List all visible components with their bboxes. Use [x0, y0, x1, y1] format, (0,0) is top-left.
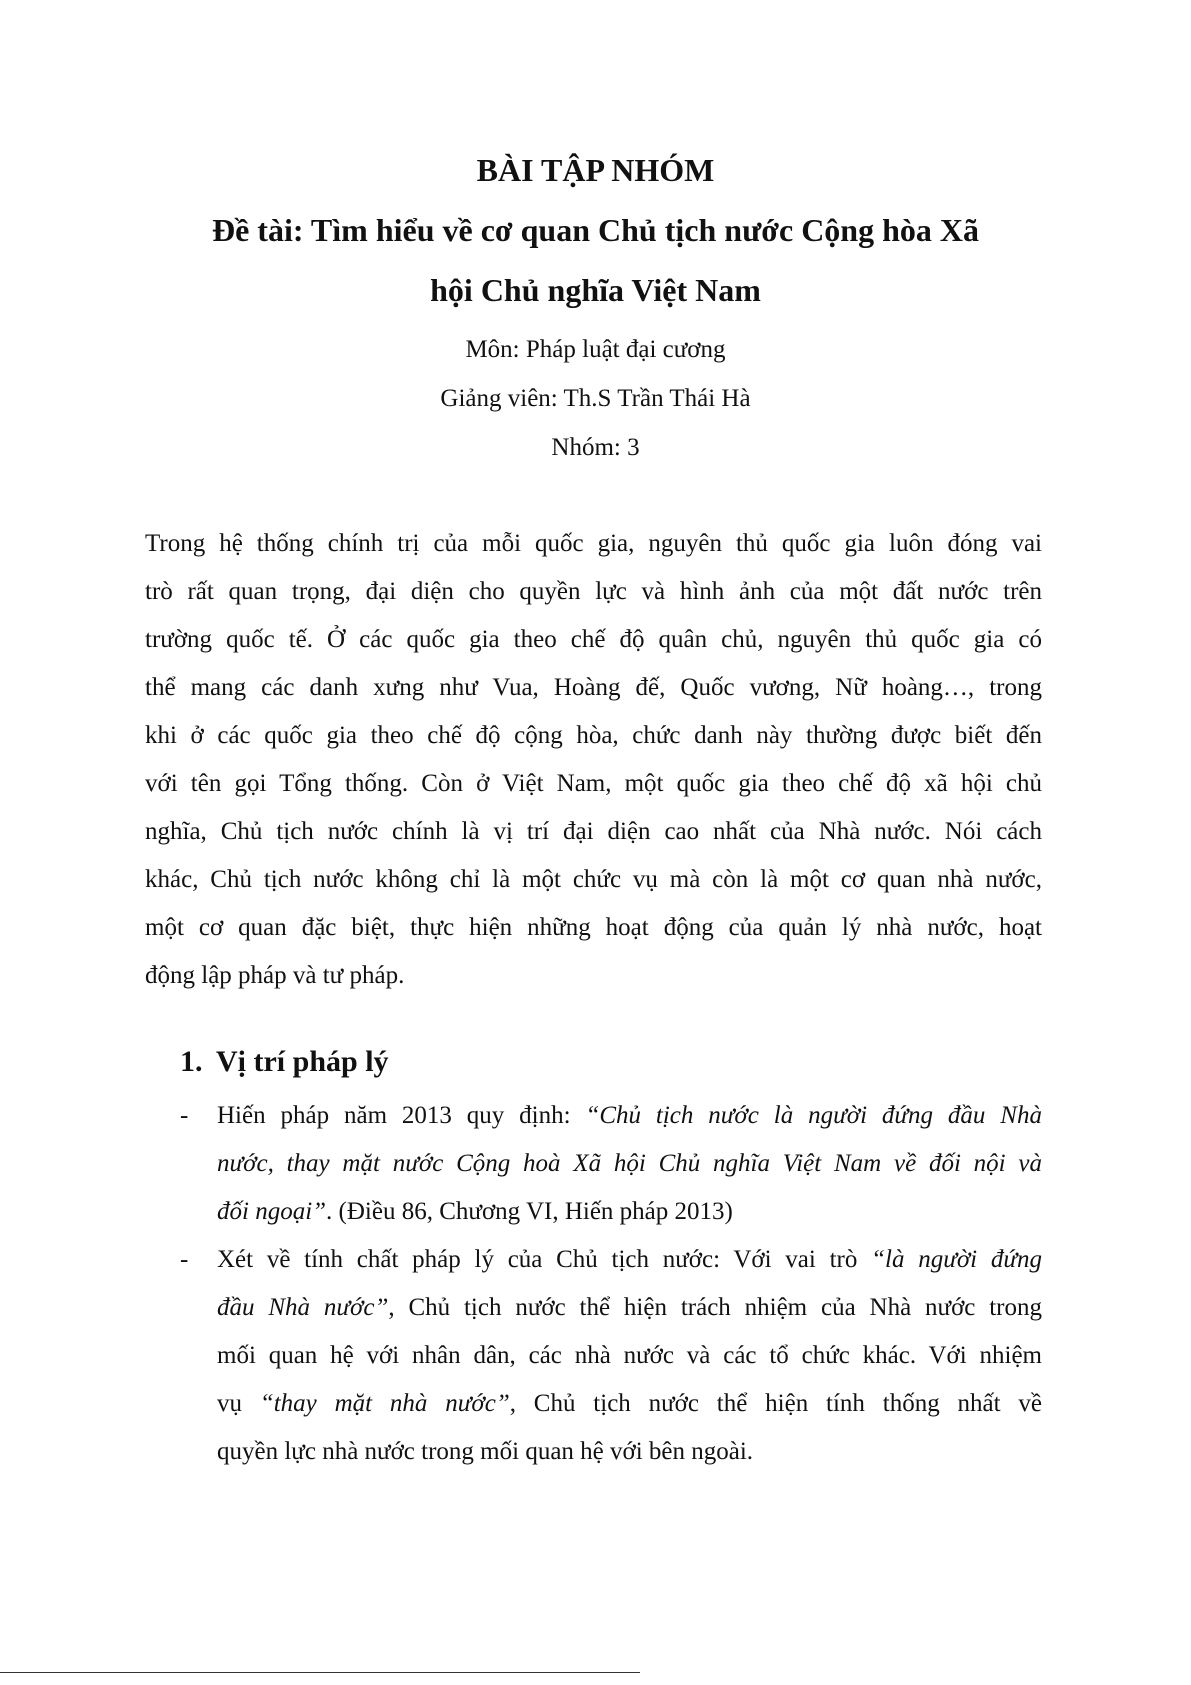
bullet-line [217, 1284, 1042, 1332]
intro-paragraph [145, 520, 1042, 1000]
bullet-quote: đầu Nhà nước” [217, 1294, 389, 1321]
section-1-heading [180, 1040, 389, 1084]
intro-line: với tên gọi Tổng thống. Còn ở Việt Nam, một quốc gia theo chế độ xã hội chủ [145, 770, 1042, 797]
bullet-line [217, 1332, 1042, 1380]
lecturer-line: Giảng viên: Th.S Trần Thái Hà [440, 385, 751, 412]
bullet-line [217, 1092, 1042, 1140]
document-title: BÀI TẬP NHÓM [476, 152, 715, 188]
section-1-bullet-list [180, 1092, 1042, 1476]
intro-line: trò rất quan trọng, đại diện cho quyền lực và hình ảnh của một đất nước trên [145, 578, 1042, 605]
bullet-quote: “là người đứng [871, 1246, 1042, 1273]
bullet-line [217, 1380, 1042, 1428]
bullet-text: Hiến pháp năm 2013 quy định: [217, 1102, 586, 1129]
bullet-line [217, 1140, 1042, 1188]
intro-line: khác, Chủ tịch nước không chỉ là một chức vụ mà còn là một cơ quan nhà nước, [145, 866, 1042, 893]
bullet-legal-basis [180, 1092, 1042, 1236]
page-footer-rule [0, 1672, 640, 1673]
section-1-title: Vị trí pháp lý [216, 1045, 389, 1078]
topic-title-line-1: Đề tài: Tìm hiểu về cơ quan Chủ tịch nước Cộng hòa Xã [211, 212, 979, 248]
group-line: Nhóm: 3 [551, 434, 640, 461]
intro-line: thể mang các danh xưng như Vua, Hoàng đế, Quốc vương, Nữ hoàng…, trong [145, 674, 1042, 701]
bullet-dash: - [180, 1246, 189, 1273]
bullet-text: mối quan hệ với nhân dân, các nhà nước và các tổ chức khác. Với nhiệm [217, 1342, 1042, 1369]
bullet-text: , Chủ tịch nước thể hiện trách nhiệm của Nhà nước trong [388, 1294, 1043, 1321]
bullet-legal-nature [180, 1236, 1042, 1476]
bullet-line [217, 1236, 1042, 1284]
section-1-number: 1. [180, 1045, 203, 1078]
bullet-dash: - [180, 1102, 189, 1129]
bullet-text: . (Điều 86, Chương VI, Hiến pháp 2013) [326, 1198, 733, 1225]
bullet-quote: đối ngoại” [217, 1198, 327, 1225]
bullet-text: vụ [217, 1390, 260, 1417]
bullet-text: Xét về tính chất pháp lý của Chủ tịch nước: Với vai trò [217, 1246, 872, 1273]
intro-line: trường quốc tế. Ở các quốc gia theo chế độ quân chủ, nguyên thủ quốc gia có [145, 626, 1042, 653]
intro-line: nghĩa, Chủ tịch nước chính là vị trí đại diện cao nhất của Nhà nước. Nói cách [145, 818, 1042, 845]
intro-line: một cơ quan đặc biệt, thực hiện những hoạt động của quản lý nhà nước, hoạt [145, 914, 1042, 941]
bullet-quote: “Chủ tịch nước là người đứng đầu Nhà [585, 1102, 1042, 1129]
intro-line: khi ở các quốc gia theo chế độ cộng hòa, chức danh này thường được biết đến [145, 722, 1042, 749]
topic-title-line-2: hội Chủ nghĩa Việt Nam [430, 272, 761, 308]
intro-line: Trong hệ thống chính trị của mỗi quốc gia, nguyên thủ quốc gia luôn đóng vai [145, 530, 1042, 557]
bullet-text: , Chủ tịch nước thể hiện tính thống nhất về [509, 1390, 1042, 1417]
bullet-quote: “thay mặt nhà nước” [259, 1390, 510, 1417]
bullet-line [217, 1428, 1042, 1476]
bullet-text: quyền lực nhà nước trong mối quan hệ với bên ngoài. [217, 1438, 754, 1465]
intro-line: động lập pháp và tư pháp. [145, 962, 405, 989]
subject-line: Môn: Pháp luật đại cương [465, 336, 726, 363]
bullet-quote: nước, thay mặt nước Cộng hoà Xã hội Chủ nghĩa Việt Nam về đối nội và [217, 1150, 1042, 1177]
bullet-line [217, 1188, 1042, 1236]
